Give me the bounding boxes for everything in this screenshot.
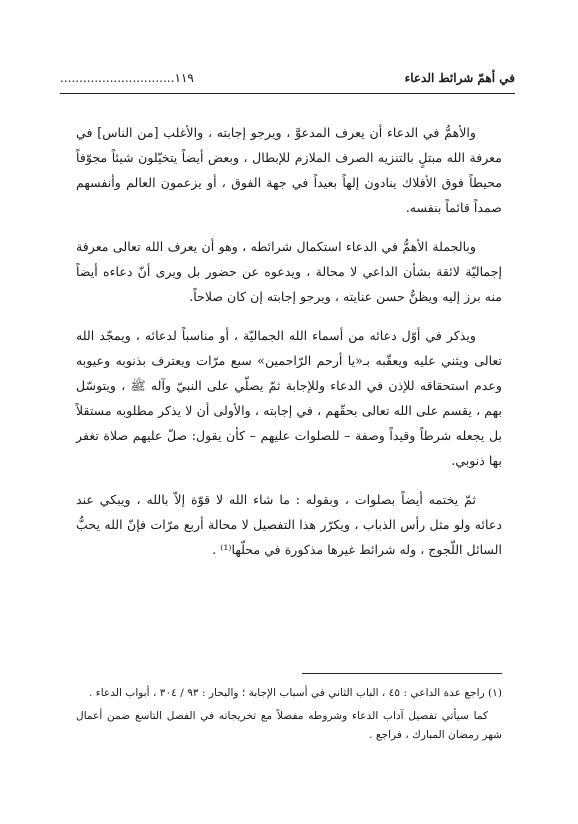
page-number: ..............................١١٩ bbox=[60, 71, 194, 85]
footnote-divider bbox=[302, 673, 502, 674]
main-text bbox=[76, 120, 502, 562]
body-paragraph: والأهمُّ في الدعاء أن يعرف المدعوَّ ، ويرجو إجابته ، والأغلب [من الناس] في معرفة الله مبتلٍ بالتنزيه الصرف الملازم للإبطال ، وبعض أيضاً يتخيّلون شيئاً مجوّفاً محيطاً فوق الأفلاك ينادون إلهاً بعيداً في جهة الفوق ، أو يزعمون العالم وأنفسهم صمداً قائماً بنفسه. bbox=[76, 125, 502, 215]
body-paragraph: ويذكر في أوّل دعائه من أسماء الله الجماليّة ، أو مناسباً لدعائه ، ويمجّد الله تعالى ويثني عليه ويعقّبه بـ«يا أرحم الرّاحمين» سبع مرّات ويعترف بذنوبه وعيوبه وعدم استحقاقه للإذن في الدعاء وللإجابة ثمّ يصلّي على النبيّ وآله ﷺ ، ويتوسّل بهم ، يقسم على الله تعالى بحقّهم ، في إجابته ، والأولى أن لا يذكر مطلوبه مستقلاً بل يجعله شرطاً وقيداً وصفة – للصلوات عليهم – كأن يقول: صلّ عليهم صلاة تغفر بها ذنوبي. bbox=[76, 328, 502, 468]
body-paragraph: ثمّ يختمه أيضاً بصلوات ، وبقوله : ما شاء الله لا قوّة إلاّ بالله ، ويبكي عند دعائه ولو مثل رأس الذباب ، ويكرّر هذا التفصيل لا محالة أربع مرّات فإنّ الله يحبُّ السائل اللّجوج ، وله شرائط غيرها مذكورة في محلّها⁽¹⁾ . bbox=[76, 492, 502, 557]
chapter-title: في أهمّ شرائط الدعاء bbox=[404, 71, 515, 85]
footnotes bbox=[76, 684, 502, 749]
footnote-note: كما سيأتي تفصيل آداب الدعاء وشروطه مفصلاً مع تخريجاته في الفصل التاسع ضمن أعمال شهر رمضان المبارك ، فراجع . bbox=[76, 710, 502, 741]
running-header bbox=[60, 68, 515, 88]
footnote: (١) راجع عدة الداعي : ٤٥ ، الباب الثاني في أسباب الإجابة ؛ والبحار : ٩٣ / ٣٠٤ ، أبواب الدعاء . bbox=[88, 687, 502, 699]
body-paragraph: وبالجملة الأهمُّ في الدعاء استكمال شرائطه ، وهو أن يعرف الله تعالى معرفة إجماليّة لائقة بشأن الداعي لا محالة ، ويدعوه عن حضور بل ويرى أنّ دعاءه أيضاً منه برز إليه ويظنُّ حسن عنايته ، ويرجو إجابته إن كان صلاحاً. bbox=[76, 239, 502, 304]
header-divider bbox=[60, 93, 515, 94]
